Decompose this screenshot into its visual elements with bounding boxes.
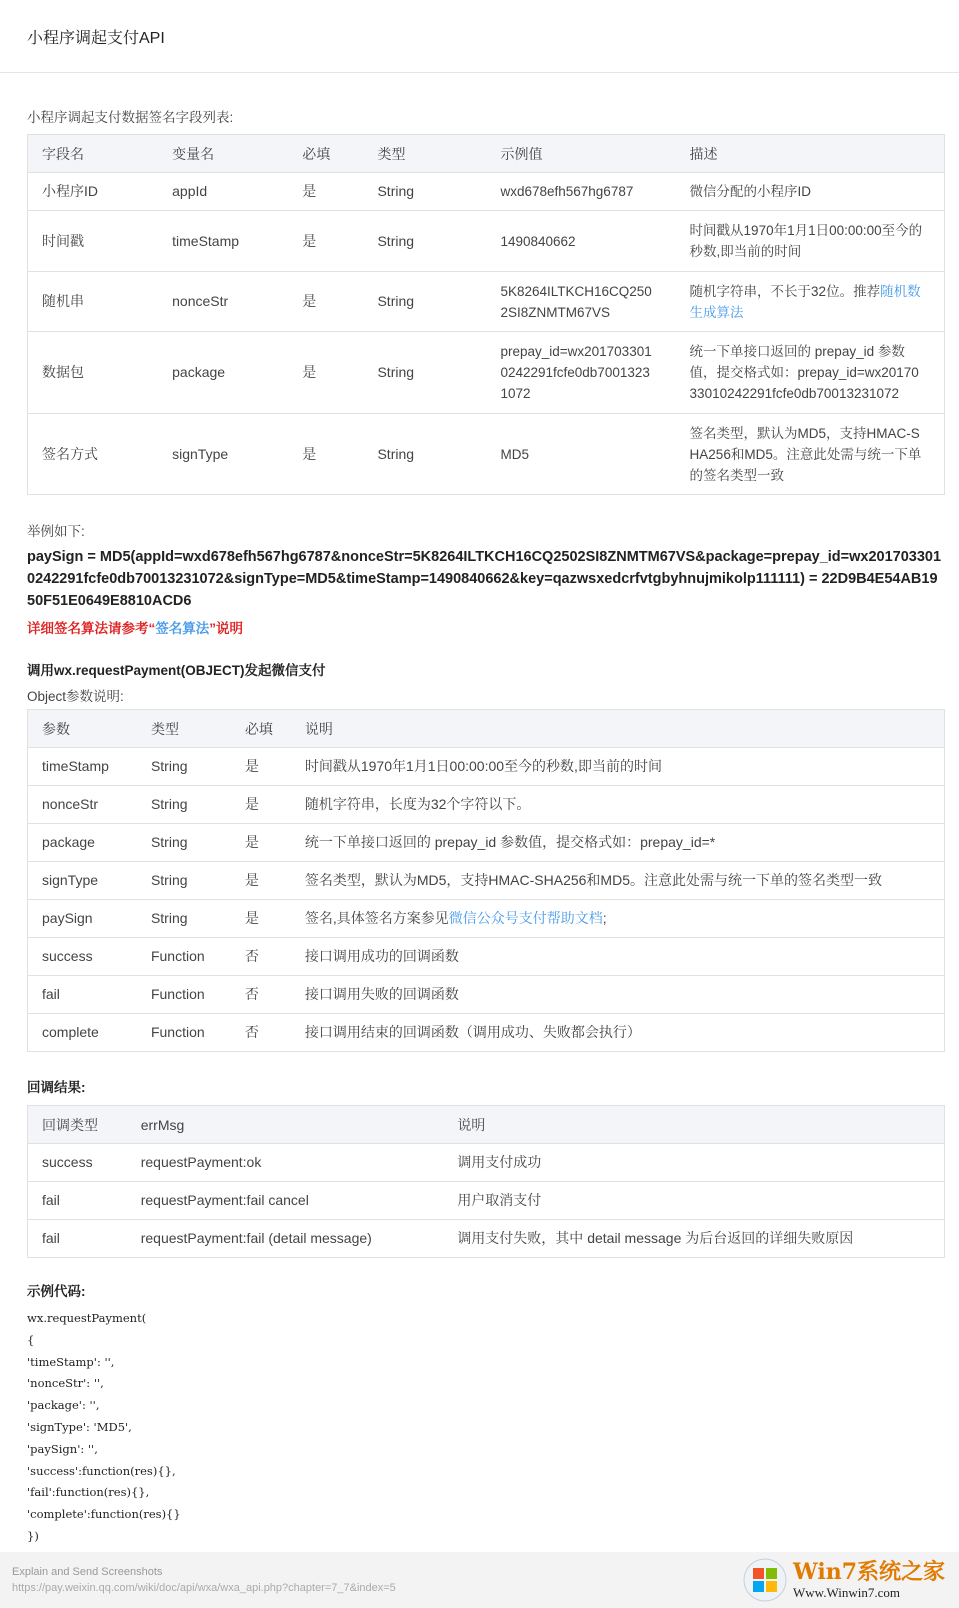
cell-text: 是 xyxy=(302,293,317,309)
cell-text: String xyxy=(150,758,188,774)
cell-text: String xyxy=(150,834,188,850)
section3-title: 回调结果: xyxy=(27,1080,86,1095)
cell-text: fail xyxy=(42,1192,60,1208)
watermark-brand: Win7系统之家 xyxy=(793,1558,945,1585)
table-row xyxy=(28,976,945,1014)
table-cell xyxy=(158,332,288,414)
cell-text: 是 xyxy=(244,758,259,774)
table-row xyxy=(28,824,945,862)
paysign-example: paySign = MD5(appId=wxd678efh567hg6787&nonceStr=5K8264ILTKCH16CQ2502SI8ZNMTM67VS&package=prepay_id=wx2017033010242291fcfe0db70013231072&signType=MD5&timeStamp=1490840662&key=qazwsxedcrfvtgbyhnujmikolp111111) = 22D9B4E54AB1950F51E0649E8810ACD6 xyxy=(27,549,942,609)
section2-label: Object参数说明: xyxy=(27,689,124,704)
cell-text: complete xyxy=(42,1024,99,1040)
cell-text: String xyxy=(377,445,415,462)
table-cell xyxy=(288,173,363,211)
cell-text: 微信分配的小程序ID xyxy=(689,184,812,199)
cell-text: 是 xyxy=(302,183,317,199)
table-cell xyxy=(443,1182,944,1220)
table-row xyxy=(28,173,945,211)
cell-text: timeStamp xyxy=(42,758,109,774)
table-row xyxy=(28,1014,945,1052)
table-cell xyxy=(288,211,363,272)
table-cell xyxy=(443,1144,944,1182)
table-cell xyxy=(231,1014,291,1052)
table-row xyxy=(28,1220,945,1258)
cell-text: 数据包 xyxy=(42,364,84,380)
table-cell xyxy=(291,1014,945,1052)
table-cell xyxy=(676,332,945,414)
column-header: 描述 xyxy=(676,135,945,173)
cell-text: 时间戳从1970年1月1日00:00:00至今的秒数,即当前的时间 xyxy=(304,758,662,774)
table-cell xyxy=(363,211,486,272)
cell-text: appId xyxy=(172,183,208,199)
table-cell xyxy=(127,1144,444,1182)
cell-text: 时间戳从1970年1月1日00:00:00至今的秒数,即当前的时间 xyxy=(689,223,923,259)
table-cell xyxy=(28,332,159,414)
cell-text: 小程序ID xyxy=(42,183,98,199)
cell-text: 随机字符串，不长于32位。推荐 xyxy=(689,283,881,299)
cell-text: String xyxy=(150,872,188,888)
table-row xyxy=(28,272,945,332)
status-url: https://pay.weixin.qq.com/wiki/doc/api/wxa/wxa_api.php?chapter=7_7&index=5 xyxy=(12,1581,396,1594)
table-cell xyxy=(288,272,363,332)
cell-text: MD5 xyxy=(500,446,529,462)
table-cell xyxy=(676,211,945,272)
table-cell xyxy=(291,786,945,824)
table-cell xyxy=(231,976,291,1014)
table-cell xyxy=(231,748,291,786)
example-label: 举例如下: xyxy=(27,524,85,539)
table-cell xyxy=(676,414,945,495)
tooltip-text: Explain and Send Screenshots xyxy=(12,1565,163,1578)
cell-text: package xyxy=(42,834,95,850)
cell-text: success xyxy=(42,948,93,964)
table-cell xyxy=(158,211,288,272)
cell-text: 签名类型，默认为MD5，支持HMAC-SHA256和MD5。注意此处需与统一下单的签名类型一致 xyxy=(689,425,922,483)
random-algorithm-link[interactable]: 随机数生成算法 xyxy=(689,283,921,320)
cell-text: String xyxy=(377,364,415,380)
cell-text: String xyxy=(377,232,415,249)
section1-label: 小程序调起支付数据签名字段列表: xyxy=(27,110,234,125)
section2-title: 调用wx.requestPayment(OBJECT)发起微信支付 xyxy=(27,663,326,678)
cell-text: 是 xyxy=(244,834,259,850)
cell-text: 调用支付成功 xyxy=(457,1154,542,1170)
windows-logo-icon xyxy=(743,1558,787,1602)
table-row xyxy=(28,862,945,900)
table-cell xyxy=(363,173,486,211)
cell-text: 接口调用结束的回调函数（调用成功、失败都会执行） xyxy=(304,1024,641,1040)
column-header: 回调类型 xyxy=(28,1106,127,1144)
cell-text: timeStamp xyxy=(172,232,240,249)
note-text: 详细签名算法请参考“ xyxy=(27,621,156,636)
cell-text: String xyxy=(150,910,188,926)
callback-results-table xyxy=(27,1105,945,1258)
table-cell xyxy=(28,1144,127,1182)
cell-text: String xyxy=(377,293,415,309)
cell-text: prepay_id=wx2017033010242291fcfe0db70013231072 xyxy=(500,344,652,401)
cell-text: 5K8264ILTKCH16CQ2502SI8ZNMTM67VS xyxy=(500,283,652,320)
table-row xyxy=(28,900,945,938)
table-cell xyxy=(28,1182,127,1220)
sign-algorithm-link[interactable]: 签名算法 xyxy=(155,621,210,636)
sign-note xyxy=(27,617,945,637)
status-bar xyxy=(0,1552,959,1608)
table-cell xyxy=(676,272,945,332)
column-header: 参数 xyxy=(28,710,137,748)
cell-text: ; xyxy=(602,910,607,926)
cell-text: fail xyxy=(42,986,60,1002)
sign-fields-table xyxy=(27,134,945,495)
table-cell xyxy=(158,414,288,495)
table-cell xyxy=(486,332,675,414)
table-cell xyxy=(363,332,486,414)
table-cell xyxy=(288,332,363,414)
cell-text: 否 xyxy=(244,948,259,964)
table-cell xyxy=(676,173,945,211)
cell-text: 时间戳 xyxy=(42,232,84,249)
table-cell xyxy=(137,862,231,900)
table-cell xyxy=(28,272,159,332)
table-cell xyxy=(288,414,363,495)
table-cell xyxy=(28,748,137,786)
cell-text: requestPayment:ok xyxy=(140,1154,262,1170)
table-cell xyxy=(231,900,291,938)
cell-text: requestPayment:fail cancel xyxy=(140,1192,309,1208)
column-header: 变量名 xyxy=(158,135,288,173)
table-cell xyxy=(137,748,231,786)
column-header: 类型 xyxy=(363,135,486,173)
table-cell xyxy=(158,272,288,332)
cell-text: signType xyxy=(172,445,229,462)
table-cell xyxy=(137,900,231,938)
cell-text: 随机串 xyxy=(42,293,84,309)
table-cell xyxy=(28,1014,137,1052)
status-bar-text xyxy=(12,1564,396,1596)
column-header: 字段名 xyxy=(28,135,159,173)
table-cell xyxy=(28,414,159,495)
table-cell xyxy=(443,1220,944,1258)
note-text-end: ”说明 xyxy=(209,621,243,636)
table-cell xyxy=(231,862,291,900)
table-cell xyxy=(28,938,137,976)
cell-text: 是 xyxy=(244,872,259,888)
table-cell xyxy=(28,862,137,900)
cell-text: requestPayment:fail (detail message) xyxy=(140,1230,372,1246)
cell-text: 统一下单接口返回的 prepay_id 参数值，提交格式如：prepay_id=wx2017033010242291fcfe0db70013231072 xyxy=(689,344,919,401)
cell-text: 接口调用失败的回调函数 xyxy=(304,986,459,1002)
object-params-table xyxy=(27,709,945,1052)
table-cell xyxy=(291,824,945,862)
table-cell xyxy=(28,900,137,938)
column-header: 说明 xyxy=(443,1106,944,1144)
column-header: 必填 xyxy=(231,710,291,748)
table-cell xyxy=(291,938,945,976)
table-cell xyxy=(137,786,231,824)
cell-text: 否 xyxy=(244,1024,259,1040)
table-row xyxy=(28,332,945,414)
cell-text: 是 xyxy=(244,910,259,926)
cell-text: 调用支付失败，其中 detail message 为后台返回的详细失败原因 xyxy=(457,1230,854,1246)
cell-text: 是 xyxy=(302,232,317,249)
cell-text: 是 xyxy=(302,364,317,380)
cell-text: 接口调用成功的回调函数 xyxy=(304,948,459,964)
cell-text: nonceStr xyxy=(172,293,229,309)
cell-text: Function xyxy=(150,986,205,1002)
table-cell xyxy=(137,824,231,862)
cell-text: nonceStr xyxy=(42,796,99,812)
table-cell xyxy=(137,1014,231,1052)
table-cell xyxy=(28,976,137,1014)
table-cell xyxy=(137,976,231,1014)
table-cell xyxy=(291,748,945,786)
watermark-logo xyxy=(743,1558,945,1602)
table-cell xyxy=(486,272,675,332)
table-row xyxy=(28,786,945,824)
cell-text: 签名类型，默认为MD5，支持HMAC-SHA256和MD5。注意此处需与统一下单的签名类型一致 xyxy=(304,872,882,888)
column-header: 类型 xyxy=(137,710,231,748)
table-row xyxy=(28,414,945,495)
watermark-site: Www.Winwin7.com xyxy=(793,1584,900,1600)
cell-text: signType xyxy=(42,872,99,888)
table-cell xyxy=(127,1182,444,1220)
table-cell xyxy=(137,938,231,976)
table-row xyxy=(28,1182,945,1220)
cell-text: 随机字符串，长度为32个字符以下。 xyxy=(304,796,531,812)
cell-text: success xyxy=(42,1154,93,1170)
table-cell xyxy=(486,414,675,495)
column-header: 必填 xyxy=(288,135,363,173)
page-title: 小程序调起支付API xyxy=(27,29,165,47)
table-cell xyxy=(291,976,945,1014)
cell-text: 用户取消支付 xyxy=(457,1192,542,1208)
table-row xyxy=(28,211,945,272)
table-cell xyxy=(363,414,486,495)
cell-text: String xyxy=(377,183,415,199)
table-cell xyxy=(28,824,137,862)
code-title: 示例代码: xyxy=(27,1284,86,1299)
table-cell xyxy=(231,786,291,824)
cell-text: 统一下单接口返回的 prepay_id 参数值，提交格式如：prepay_id=* xyxy=(304,834,716,850)
cell-text: 是 xyxy=(302,445,317,462)
cell-text: 签名,具体签名方案参见 xyxy=(304,910,449,926)
table-cell xyxy=(28,211,159,272)
table-cell xyxy=(291,900,945,938)
table-cell xyxy=(28,173,159,211)
table-cell xyxy=(486,173,675,211)
table-cell xyxy=(231,938,291,976)
page-header xyxy=(0,0,959,73)
cell-text: package xyxy=(172,364,226,380)
table-cell xyxy=(28,786,137,824)
table-row xyxy=(28,938,945,976)
cell-text: 否 xyxy=(244,986,259,1002)
cell-text: 1490840662 xyxy=(500,233,576,249)
cell-text: wxd678efh567hg6787 xyxy=(500,184,634,199)
table-cell xyxy=(291,862,945,900)
table-cell xyxy=(158,173,288,211)
cell-text: Function xyxy=(150,948,205,964)
table-row xyxy=(28,748,945,786)
cell-text: 签名方式 xyxy=(42,445,98,462)
cell-text: fail xyxy=(42,1230,60,1246)
payment-help-link[interactable]: 微信公众号支付帮助文档 xyxy=(448,910,603,926)
column-header: 说明 xyxy=(291,710,945,748)
table-cell xyxy=(28,1220,127,1258)
column-header: errMsg xyxy=(127,1106,444,1144)
cell-text: String xyxy=(150,796,188,812)
table-cell xyxy=(231,824,291,862)
cell-text: 是 xyxy=(244,796,259,812)
table-cell xyxy=(486,211,675,272)
table-row xyxy=(28,1144,945,1182)
code-sample: wx.requestPayment( { 'timeStamp': '', 'nonceStr': '', 'package': '', 'signType': 'MD5', 'paySign': '', 'success':function(res){}, 'fail':function(res){}, 'complete':function(res){} }) xyxy=(27,1311,181,1543)
table-cell xyxy=(363,272,486,332)
cell-text: Function xyxy=(150,1024,205,1040)
cell-text: paySign xyxy=(42,910,93,926)
table-cell xyxy=(127,1220,444,1258)
column-header: 示例值 xyxy=(486,135,675,173)
